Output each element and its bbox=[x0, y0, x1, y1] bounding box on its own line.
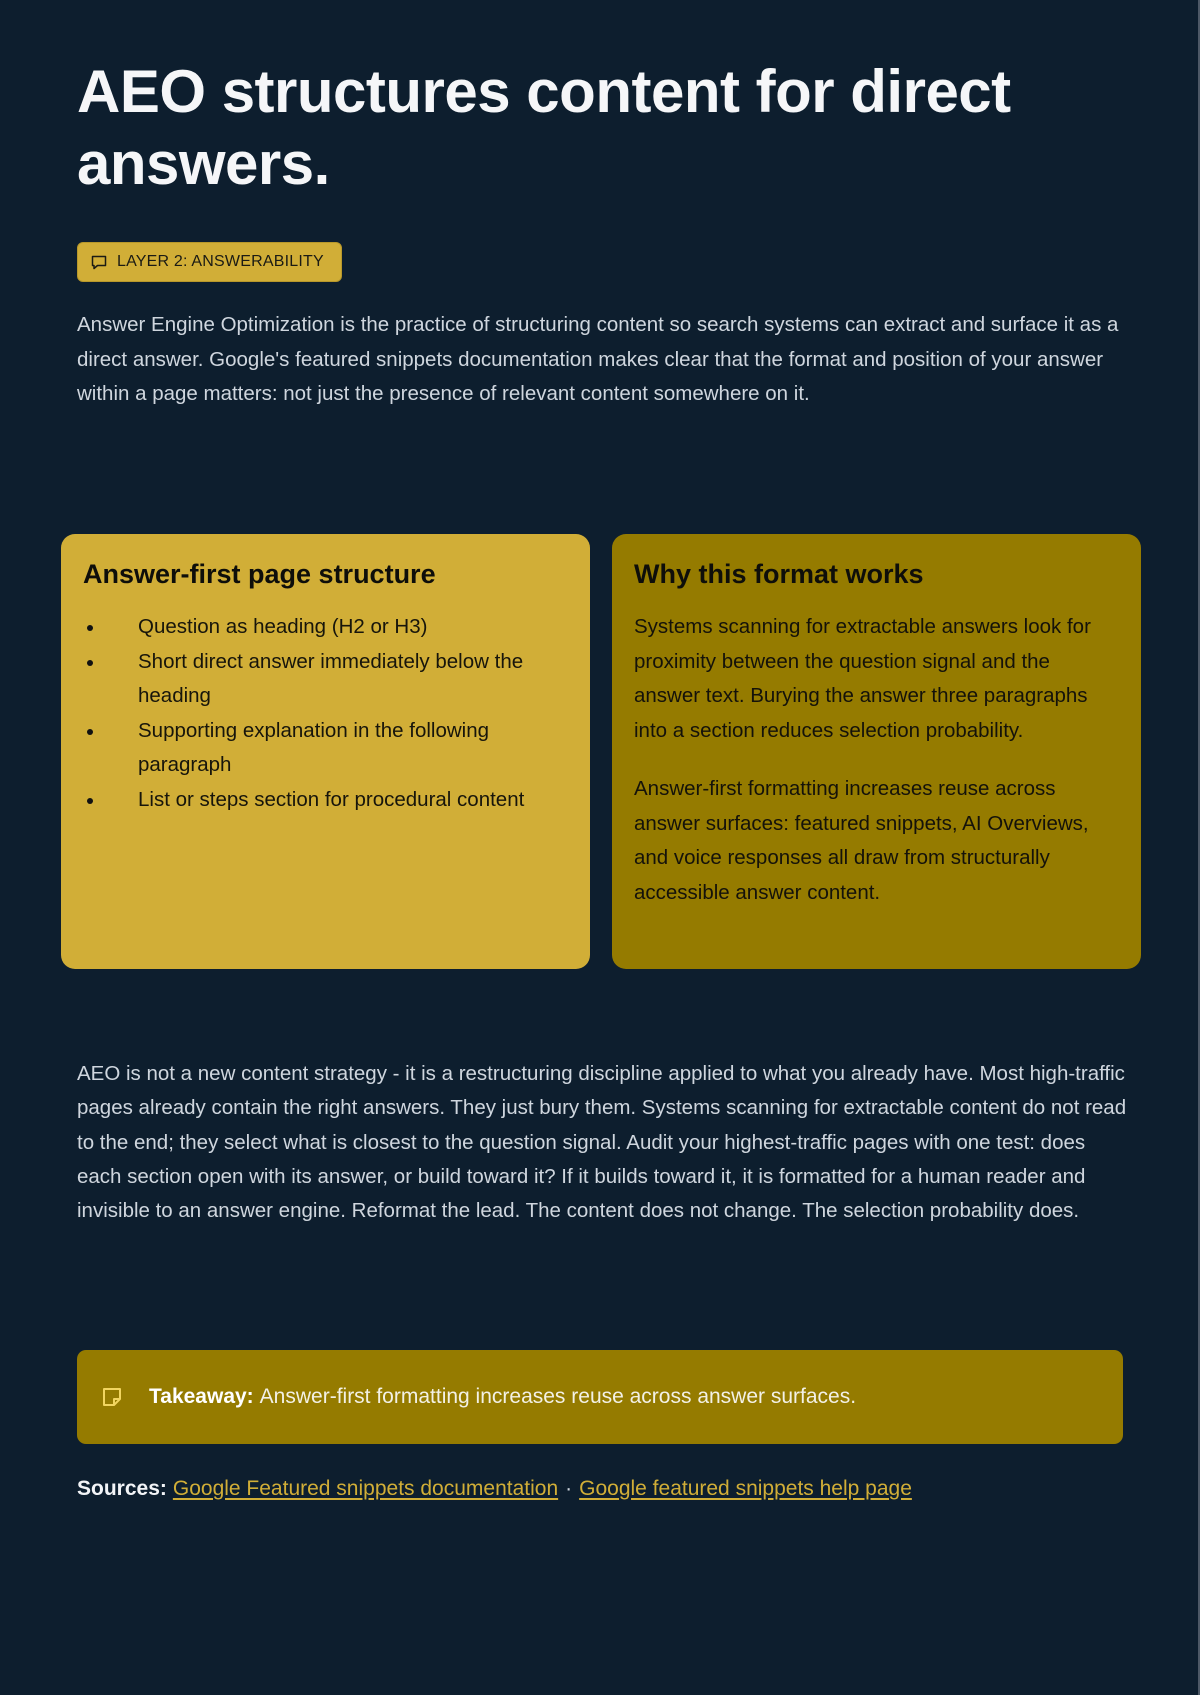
card-answer-first-structure bbox=[61, 534, 590, 969]
intro-paragraph: Answer Engine Optimization is the practice of structuring content so search systems can extract and surface it as a direct answer. Google's featured snippets documentation makes clear that the format and position of your answer within a page matters: not just the presence of relevant content somewhere on it. bbox=[77, 313, 1119, 405]
body-paragraph: AEO is not a new content strategy - it is a restructuring discipline applied to what you already have. Most high-traffic pages already contain the right answers. They just bury them. Systems scanning for extractable content do not read to the end; they select what is closest to the question signal. Audit your highest-traffic pages with one test: does each section open with its answer, or build toward it? If it builds toward it, it is formatted for a human reader and invisible to an answer engine. Reformat the lead. The content does not change. The selection probability does. bbox=[77, 1062, 1127, 1223]
list-item: Question as heading (H2 or H3) bbox=[83, 610, 566, 645]
card-title: Answer-first page structure bbox=[83, 559, 436, 589]
sources-separator: · bbox=[565, 1477, 573, 1500]
badge-label: LAYER 2: ANSWERABILITY bbox=[117, 253, 324, 270]
list-item: Supporting explanation in the following paragraph bbox=[83, 714, 566, 783]
takeaway-text: Answer-first formatting increases reuse across answer surfaces. bbox=[259, 1385, 857, 1408]
page-title: AEO structures content for direct answers. bbox=[77, 58, 1011, 197]
takeaway-label: Takeaway: bbox=[149, 1385, 254, 1408]
source-link-featured-snippets-docs[interactable]: Google Featured snippets documentation bbox=[172, 1477, 559, 1500]
sources-line bbox=[77, 1474, 912, 1504]
sources-label: Sources: bbox=[77, 1477, 167, 1500]
card-row bbox=[61, 534, 1141, 969]
list-item: Short direct answer immediately below the heading bbox=[83, 645, 566, 714]
sticky-note-icon bbox=[101, 1386, 123, 1408]
layer-badge bbox=[77, 242, 342, 282]
list-item: List or steps section for procedural content bbox=[83, 783, 566, 818]
card-paragraph: Systems scanning for extractable answers look for proximity between the question signal and the answer text. Burying the answer three paragraphs into a section reduces selection probability. bbox=[634, 615, 1091, 742]
card-why-format-works bbox=[612, 534, 1141, 969]
takeaway-callout bbox=[77, 1350, 1123, 1444]
structure-list bbox=[83, 610, 566, 817]
speech-bubble-icon bbox=[90, 253, 108, 271]
card-paragraph: Answer-first formatting increases reuse across answer surfaces: featured snippets, AI Overviews, and voice responses all draw from structurally accessible answer content. bbox=[634, 777, 1089, 904]
card-title: Why this format works bbox=[634, 559, 924, 589]
source-link-featured-snippets-help[interactable]: Google featured snippets help page bbox=[579, 1477, 912, 1500]
